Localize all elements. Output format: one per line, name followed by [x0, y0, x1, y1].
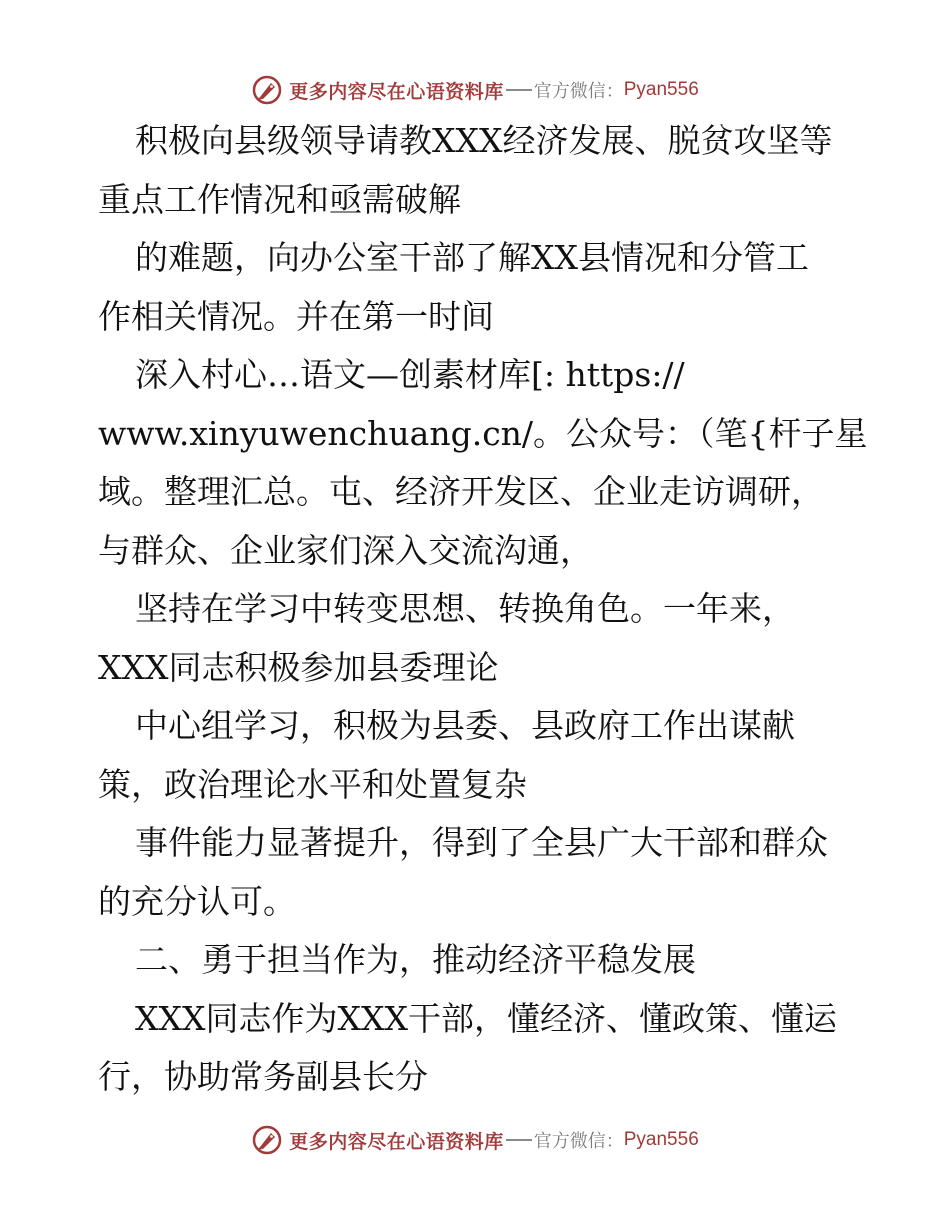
banner-main-text: 更多内容尽在心语资料库 [289, 1130, 504, 1153]
banner-separator [506, 1139, 532, 1141]
text-line: 与群众、企业家们深入交流沟通， [98, 530, 593, 570]
pen-nib-logo-icon [251, 1124, 283, 1156]
banner-wechat-label: 官方微信： [533, 81, 624, 102]
banner-wechat-id: Pyan556 [623, 1129, 699, 1150]
text-line: 重点工作情况和亟需破解 [98, 179, 461, 219]
header-banner [0, 70, 950, 110]
banner-wechat-label: 官方微信： [533, 1131, 624, 1152]
text-line: www.xinyuwenchuang.cn/。公众号：（笔{杆子星 [98, 413, 868, 453]
pen-nib-logo-icon [251, 74, 283, 106]
document-body [98, 112, 868, 1107]
banner-separator [506, 89, 532, 91]
banner-wechat-id: Pyan556 [623, 79, 699, 100]
text-line: 坚持在学习中转变思想、转换角色。一年来， [135, 589, 795, 628]
text-line: 策，政治理论水平和处置复杂 [98, 764, 527, 804]
text-line: 作相关情况。并在第一时间 [98, 296, 494, 336]
section-heading: 二、勇于担当作为，推动经济平稳发展 [135, 940, 696, 979]
banner-main-text: 更多内容尽在心语资料库 [289, 80, 504, 103]
text-line: 域。整理汇总。屯、经济开发区、企业走访调研， [98, 472, 824, 511]
text-line: XXX同志作为XXX干部，懂经济、懂政策、懂运 [135, 998, 837, 1038]
text-line: 积极向县级领导请教XXX经济发展、脱贫攻坚等 [135, 121, 833, 160]
text-line: 事件能力显著提升，得到了全县广大干部和群众 [135, 823, 828, 862]
text-line: 的难题，向办公室干部了解XX县情况和分管工 [135, 238, 809, 277]
text-line: 的充分认可。 [98, 881, 296, 921]
text-line: 深入村心…语文—创素材库[: https:// [135, 355, 685, 394]
footer-banner [0, 1120, 950, 1160]
text-line: 行，协助常务副县长分 [98, 1057, 428, 1096]
text-line: XXX同志积极参加县委理论 [98, 647, 499, 687]
text-line: 中心组学习，积极为县委、县政府工作出谋献 [135, 706, 795, 745]
